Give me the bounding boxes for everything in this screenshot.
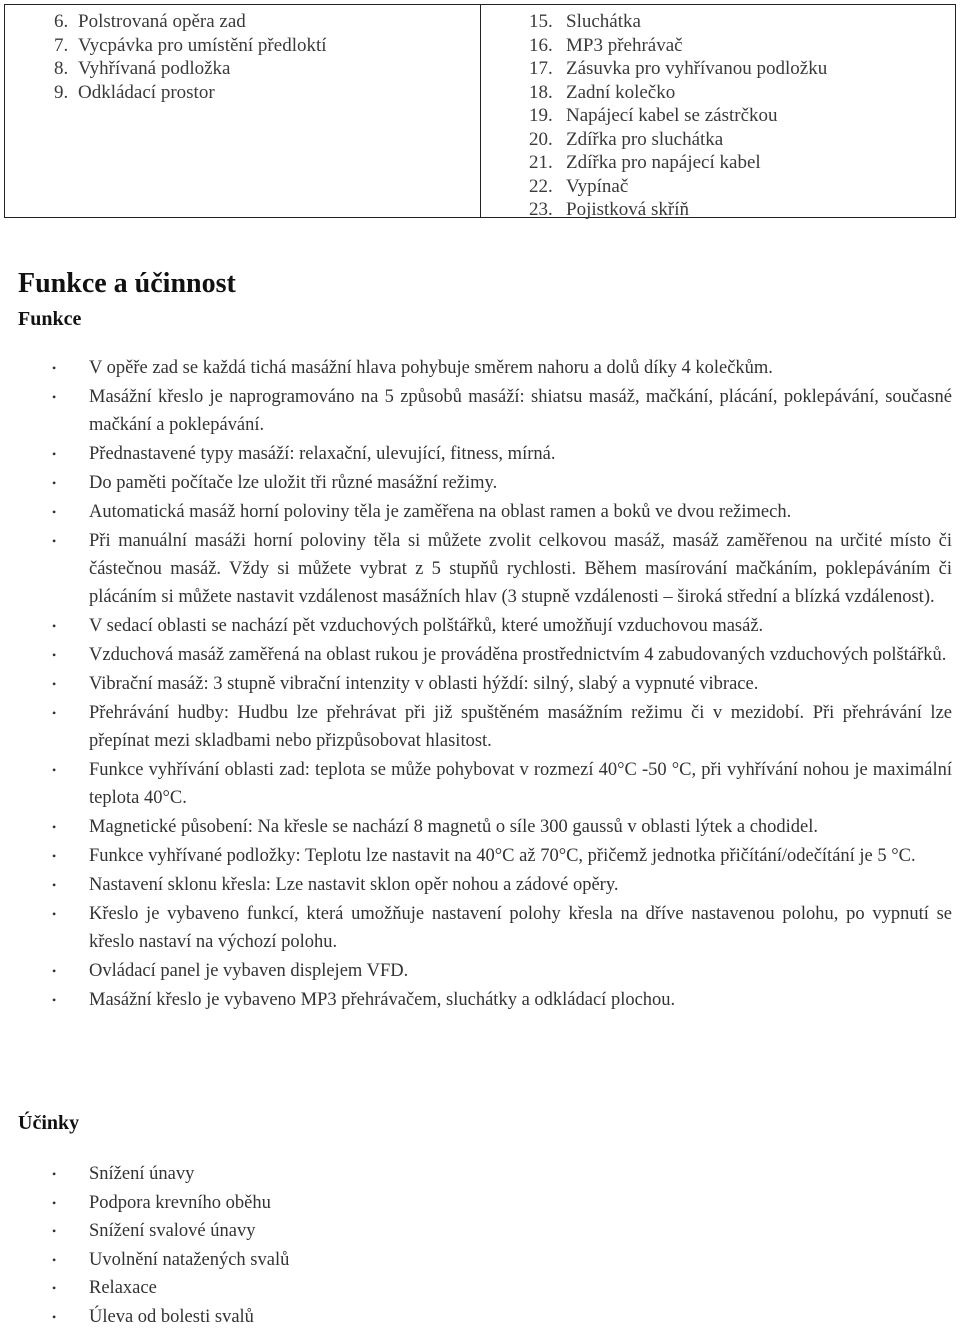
- bullet-text: Masážní křeslo je vybaveno MP3 přehrávačem, sluchátky a odkládací plochou.: [89, 990, 676, 1010]
- function-item: [0, 900, 960, 956]
- section-title: Funkce a účinnost: [18, 268, 236, 299]
- bullet-text: Funkce vyhřívání oblasti zad: teplota se může pohybovat v rozmezí 40°C -50 °C, při vyhřívání nohou je maximální teplota 40°C.: [89, 760, 952, 808]
- item-number: 17.: [529, 58, 553, 79]
- bullet-icon: •: [52, 619, 57, 633]
- function-item: [0, 871, 960, 899]
- item-number: 9.: [54, 81, 69, 103]
- item-label: Zdířka pro napájecí kabel: [566, 152, 761, 173]
- bullet-icon: •: [52, 505, 57, 519]
- bullet-icon: •: [52, 677, 57, 691]
- bullet-text: Úleva od bolesti svalů: [89, 1306, 254, 1327]
- functions-heading: Funkce: [18, 308, 82, 330]
- bullet-text: Přednastavené typy masáží: relaxační, ulevující, fitness, mírná.: [89, 444, 556, 464]
- bullet-text: Snížení únavy: [89, 1164, 195, 1184]
- bullet-text: Relaxace: [89, 1278, 157, 1299]
- item-number: 19.: [529, 105, 553, 126]
- item-number: 23.: [529, 199, 553, 220]
- item-label: Sluchátka: [566, 11, 641, 32]
- bullet-icon: •: [52, 1252, 57, 1267]
- item-number: 22.: [529, 175, 553, 197]
- function-item: [0, 469, 960, 497]
- bullet-icon: •: [52, 706, 57, 720]
- bullet-icon: •: [52, 763, 57, 777]
- effect-item: [0, 1246, 960, 1275]
- effect-item: [0, 1303, 960, 1332]
- item-label: Odkládací prostor: [78, 81, 215, 103]
- bullet-text: Masážní křeslo je naprogramováno na 5 způsobů masáží: shiatsu masáž, mačkání, plácání, poklepávání, současné mačkání a poklepávání.: [89, 387, 952, 435]
- bullet-icon: •: [52, 1309, 57, 1324]
- item-label: Zásuvka pro vyhřívanou podložku: [566, 58, 828, 79]
- item-number: 20.: [529, 128, 553, 150]
- function-item: [0, 957, 960, 985]
- bullet-text: Magnetické působení: Na křesle se nachází 8 magnetů o síle 300 gaussů v oblasti lýtek a chodidel.: [89, 817, 819, 837]
- bullet-icon: •: [52, 1167, 57, 1181]
- bullet-icon: •: [52, 820, 57, 834]
- bullet-icon: •: [52, 907, 57, 921]
- bullet-icon: •: [52, 447, 57, 461]
- item-number: 6.: [54, 11, 69, 32]
- function-item: [0, 756, 960, 812]
- parts-list-item: [5, 34, 480, 58]
- bullet-icon: •: [52, 534, 57, 548]
- parts-list-item: [481, 57, 955, 81]
- effect-item: [0, 1189, 960, 1218]
- item-label: Zadní kolečko: [566, 81, 676, 103]
- bullet-text: Snížení svalové únavy: [89, 1221, 256, 1242]
- bullet-text: Křeslo je vybaveno funkcí, která umožňuje nastavení polohy křesla na dříve nastavenou polohu, po vypnutí se křeslo nastaví na výchozí polohu.: [89, 904, 952, 952]
- parts-list-item: [481, 34, 955, 58]
- function-item: [0, 813, 960, 841]
- bullet-icon: •: [52, 1281, 57, 1296]
- item-label: Vycpávka pro umístění předloktí: [78, 34, 327, 56]
- parts-list-item: [481, 151, 955, 175]
- bullet-icon: •: [52, 878, 57, 892]
- bullet-text: Do paměti počítače lze uložit tři různé masážní režimy.: [89, 473, 498, 493]
- functions-list: [0, 354, 960, 1015]
- parts-list-item: [481, 128, 955, 152]
- function-item: [0, 699, 960, 755]
- bullet-icon: •: [52, 1195, 57, 1210]
- function-item: [0, 498, 960, 526]
- bullet-text: Uvolnění natažených svalů: [89, 1249, 290, 1270]
- bullet-text: Vzduchová masáž zaměřená na oblast rukou je prováděna prostřednictvím 4 zabudovaných vzduchových polštářků.: [89, 645, 947, 665]
- parts-table: [4, 4, 956, 218]
- parts-list-item: [481, 175, 955, 199]
- bullet-icon: •: [52, 390, 57, 404]
- bullet-icon: •: [52, 964, 57, 978]
- item-label: MP3 přehrávač: [566, 34, 683, 56]
- bullet-text: Podpora krevního oběhu: [89, 1192, 271, 1213]
- parts-list-item: [5, 57, 480, 81]
- bullet-text: Nastavení sklonu křesla: Lze nastavit sklon opěr nohou a zádové opěry.: [89, 875, 619, 895]
- parts-list-item: [5, 81, 480, 105]
- parts-column-right: [481, 5, 955, 220]
- parts-column-left: [5, 5, 481, 217]
- bullet-text: V opěře zad se každá tichá masážní hlava pohybuje směrem nahoru a dolů díky 4 kolečkům.: [89, 358, 773, 378]
- effect-item: [0, 1217, 960, 1246]
- bullet-icon: •: [52, 993, 57, 1007]
- function-item: [0, 354, 960, 382]
- bullet-text: Přehrávání hudby: Hudbu lze přehrávat při již spuštěném masážním režimu či v mezidobí. Při přehrávání lze přepínat mezi skladbami nebo přizpůsobovat hlasitost.: [89, 703, 952, 751]
- item-label: Vyhřívaná podložka: [78, 58, 231, 79]
- parts-list-left: [5, 5, 480, 104]
- function-item: [0, 440, 960, 468]
- parts-list-item: [481, 81, 955, 105]
- parts-list-right: [481, 5, 955, 222]
- item-label: Pojistková skříň: [566, 199, 689, 220]
- function-item: [0, 612, 960, 640]
- item-number: 18.: [529, 81, 553, 103]
- parts-list-item: [481, 198, 955, 222]
- item-number: 7.: [54, 34, 69, 56]
- bullet-text: Automatická masáž horní poloviny těla je zaměřena na oblast ramen a boků ve dvou režimech.: [89, 502, 792, 522]
- item-number: 8.: [54, 58, 69, 79]
- item-number: 15.: [529, 11, 553, 32]
- bullet-icon: •: [52, 849, 57, 863]
- parts-list-item: [5, 10, 480, 34]
- bullet-icon: •: [52, 648, 57, 662]
- function-item: [0, 527, 960, 611]
- bullet-icon: •: [52, 361, 57, 375]
- bullet-text: Při manuální masáži horní poloviny těla si můžete zvolit celkovou masáž, masáž zaměřenou na určité místo či částečnou masáž. Vždy si můžete vybrat z 5 stupňů rychlosti. Během masírování mačkáním, poklepáváním či plácáním si můžete nastavit vzdálenost masážních hlav (3 stupně vzdálenosti – široká střední a blízká vzdálenost).: [89, 531, 952, 607]
- parts-list-item: [481, 104, 955, 128]
- bullet-text: Vibrační masáž: 3 stupně vibrační intenzity v oblasti hýždí: silný, slabý a vypnuté vibrace.: [89, 674, 759, 694]
- effect-item: [0, 1160, 960, 1189]
- item-number: 16.: [529, 34, 553, 56]
- function-item: [0, 383, 960, 439]
- parts-list-item: [481, 10, 955, 34]
- bullet-text: Funkce vyhřívané podložky: Teplotu lze nastavit na 40°C až 70°C, přičemž jednotka přičítání/odečítání je 5 °C.: [89, 846, 916, 866]
- effects-list: [0, 1160, 960, 1332]
- effect-item: [0, 1274, 960, 1303]
- effects-heading: Účinky: [18, 1112, 80, 1134]
- item-label: Polstrovaná opěra zad: [78, 11, 246, 32]
- bullet-text: Ovládací panel je vybaven displejem VFD.: [89, 961, 409, 981]
- item-number: 21.: [529, 152, 553, 173]
- bullet-text: V sedací oblasti se nachází pět vzduchových polštářků, které umožňují vzduchovou masáž.: [89, 616, 764, 636]
- bullet-icon: •: [52, 1224, 57, 1239]
- function-item: [0, 986, 960, 1014]
- item-label: Zdířka pro sluchátka: [566, 128, 724, 150]
- item-label: Vypínač: [566, 175, 629, 197]
- function-item: [0, 670, 960, 698]
- function-item: [0, 641, 960, 669]
- function-item: [0, 842, 960, 870]
- bullet-icon: •: [52, 476, 57, 490]
- item-label: Napájecí kabel se zástrčkou: [566, 105, 778, 126]
